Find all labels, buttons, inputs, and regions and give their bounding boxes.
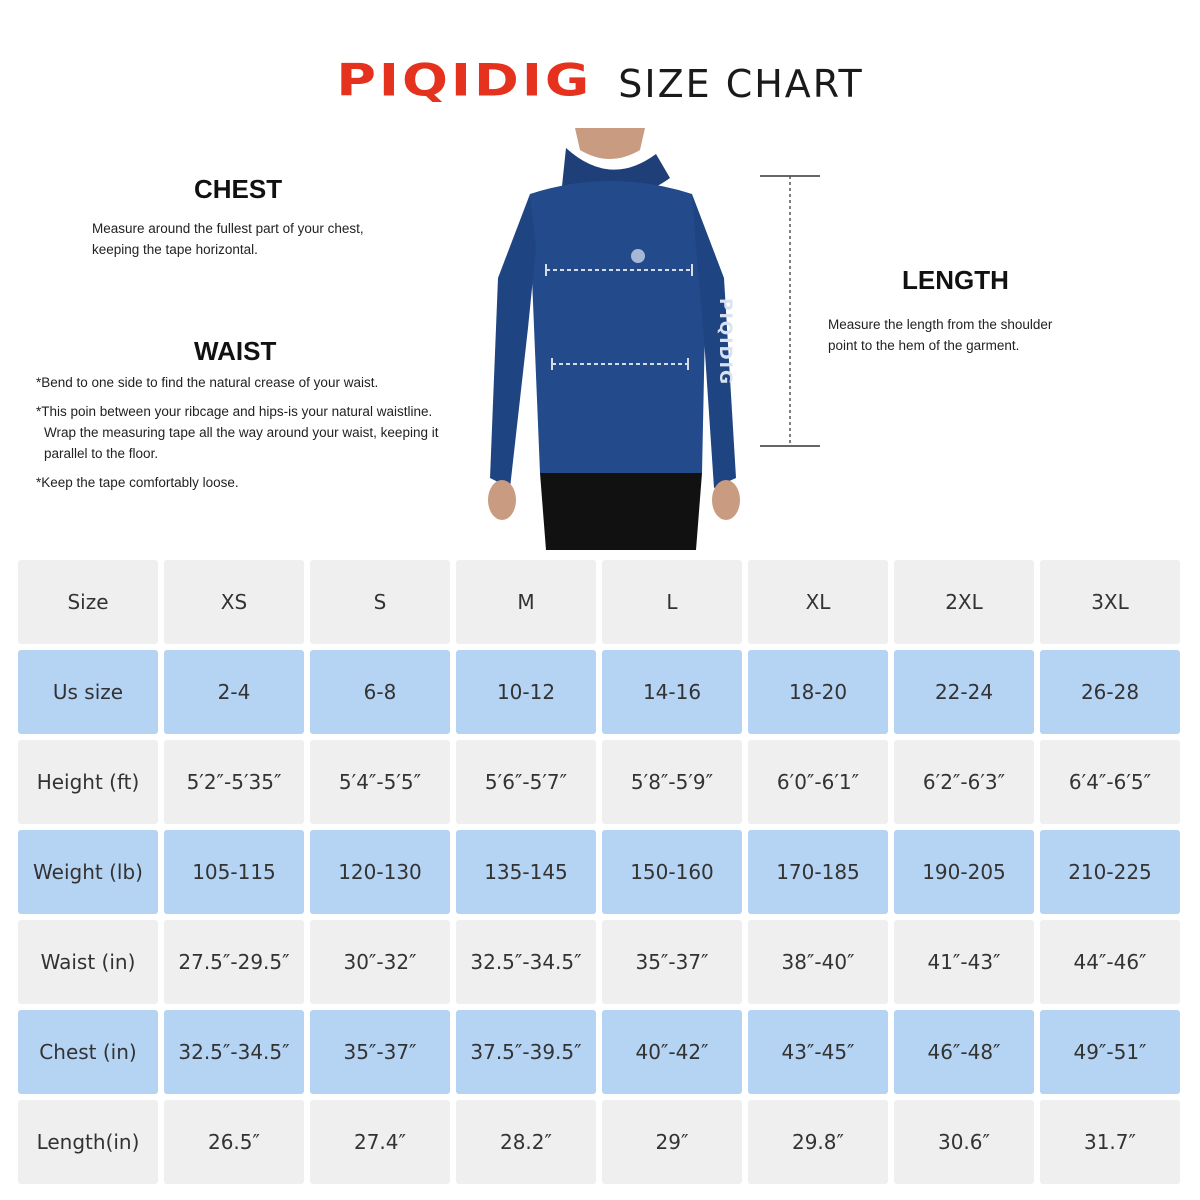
table-cell: 27.5″-29.5″ bbox=[164, 920, 304, 1004]
table-cell: 29.8″ bbox=[748, 1100, 888, 1184]
table-cell: 44″-46″ bbox=[1040, 920, 1180, 1004]
waist-title: WAIST bbox=[194, 336, 277, 366]
size-table bbox=[18, 560, 1182, 1180]
waist-line: *This poin between your ribcage and hips-is your natural waistline. Wrap the measuring tape all the way around your waist, keeping it parallel to the floor. bbox=[36, 404, 439, 461]
table-cell: L bbox=[602, 560, 742, 644]
table-cell: 29″ bbox=[602, 1100, 742, 1184]
table-cell: 26.5″ bbox=[164, 1100, 304, 1184]
table-cell: 10-12 bbox=[456, 650, 596, 734]
chest-logo-icon bbox=[631, 249, 645, 263]
table-cell: 18-20 bbox=[748, 650, 888, 734]
row-label: Height (ft) bbox=[18, 740, 158, 824]
table-cell: 6′4″-6′5″ bbox=[1040, 740, 1180, 824]
model-head bbox=[575, 128, 645, 159]
table-cell: 37.5″-39.5″ bbox=[456, 1010, 596, 1094]
table-cell: 43″-45″ bbox=[748, 1010, 888, 1094]
table-cell: 6′2″-6′3″ bbox=[894, 740, 1034, 824]
table-cell: 14-16 bbox=[602, 650, 742, 734]
shirt-torso bbox=[530, 181, 706, 481]
chest-title: CHEST bbox=[194, 174, 283, 204]
table-cell: 30.6″ bbox=[894, 1100, 1034, 1184]
table-cell: 105-115 bbox=[164, 830, 304, 914]
table-cell: 6-8 bbox=[310, 650, 450, 734]
table-cell: 5′6″-5′7″ bbox=[456, 740, 596, 824]
table-cell: 2XL bbox=[894, 560, 1034, 644]
table-cell: 32.5″-34.5″ bbox=[456, 920, 596, 1004]
table-cell: 35″-37″ bbox=[602, 920, 742, 1004]
row-label: Weight (lb) bbox=[18, 830, 158, 914]
model-figure bbox=[470, 128, 750, 550]
brand-logo: PIQIDIG bbox=[336, 54, 593, 106]
chart-header bbox=[0, 40, 1200, 120]
table-cell: 5′8″-5′9″ bbox=[602, 740, 742, 824]
table-cell: 3XL bbox=[1040, 560, 1180, 644]
row-label: Size bbox=[18, 560, 158, 644]
table-cell: 210-225 bbox=[1040, 830, 1180, 914]
length-line: point to the hem of the garment. bbox=[828, 338, 1020, 353]
table-cell: 46″-48″ bbox=[894, 1010, 1034, 1094]
table-cell: 26-28 bbox=[1040, 650, 1180, 734]
table-cell: 49″-51″ bbox=[1040, 1010, 1180, 1094]
table-cell: 22-24 bbox=[894, 650, 1034, 734]
table-cell: 38″-40″ bbox=[748, 920, 888, 1004]
chart-title: SIZE CHART bbox=[618, 62, 864, 106]
table-cell: S bbox=[310, 560, 450, 644]
row-label: Us size bbox=[18, 650, 158, 734]
sleeve-brand-text: PIQIDIG bbox=[715, 298, 735, 386]
table-cell: 32.5″-34.5″ bbox=[164, 1010, 304, 1094]
row-label: Length(in) bbox=[18, 1100, 158, 1184]
table-cell: 190-205 bbox=[894, 830, 1034, 914]
model-pants bbox=[540, 473, 702, 550]
table-cell: 2-4 bbox=[164, 650, 304, 734]
chest-line: Measure around the fullest part of your chest, bbox=[92, 221, 364, 236]
table-cell: 120-130 bbox=[310, 830, 450, 914]
length-description bbox=[828, 314, 1052, 356]
waist-description bbox=[36, 372, 466, 501]
shirt-left-sleeve bbox=[490, 194, 536, 488]
table-cell: 5′4″-5′5″ bbox=[310, 740, 450, 824]
table-cell: 30″-32″ bbox=[310, 920, 450, 1004]
table-cell: 41″-43″ bbox=[894, 920, 1034, 1004]
table-cell: 40″-42″ bbox=[602, 1010, 742, 1094]
table-cell: M bbox=[456, 560, 596, 644]
table-cell: 35″-37″ bbox=[310, 1010, 450, 1094]
table-cell: XL bbox=[748, 560, 888, 644]
chest-description bbox=[92, 218, 364, 260]
table-cell: 150-160 bbox=[602, 830, 742, 914]
right-hand bbox=[712, 480, 740, 520]
waist-line: *Bend to one side to find the natural crease of your waist. bbox=[36, 375, 379, 390]
table-cell: 170-185 bbox=[748, 830, 888, 914]
length-title: LENGTH bbox=[902, 265, 1009, 295]
table-cell: 27.4″ bbox=[310, 1100, 450, 1184]
left-hand bbox=[488, 480, 516, 520]
table-cell: 31.7″ bbox=[1040, 1100, 1180, 1184]
waist-line: *Keep the tape comfortably loose. bbox=[36, 475, 239, 490]
table-cell: XS bbox=[164, 560, 304, 644]
table-cell: 5′2″-5′35″ bbox=[164, 740, 304, 824]
chest-line: keeping the tape horizontal. bbox=[92, 242, 258, 257]
length-line: Measure the length from the shoulder bbox=[828, 317, 1053, 332]
length-measure-marker bbox=[750, 170, 830, 452]
row-label: Waist (in) bbox=[18, 920, 158, 1004]
table-cell: 135-145 bbox=[456, 830, 596, 914]
row-label: Chest (in) bbox=[18, 1010, 158, 1094]
table-cell: 28.2″ bbox=[456, 1100, 596, 1184]
table-cell: 6′0″-6′1″ bbox=[748, 740, 888, 824]
